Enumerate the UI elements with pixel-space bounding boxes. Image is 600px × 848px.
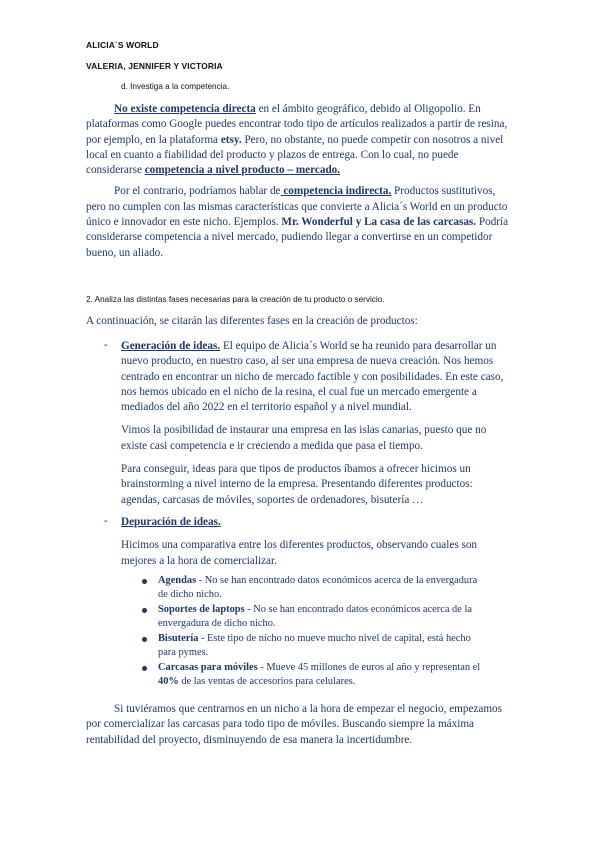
bullet-dot-icon xyxy=(142,637,147,642)
competition-paragraph-1 xyxy=(86,102,512,178)
section-d-body xyxy=(86,102,512,261)
text-span: Podría considerarse competencia a nivel mercado, pudiendo llegar a convertirse en un competidor bueno, un aliado. xyxy=(86,216,509,259)
phase-1-paragraph-3: Para conseguir, ideas para que tipos de productos íbamos a ofrecer hicimos un brainstorming a nivel interno de la empresa. Presentando diferentes productos: agendas, carcasas de móviles, soportes de ordenadores, bisutería … xyxy=(121,463,473,506)
item-text: - Este tipo de nicho no mueve mucho nivel de capital, está hecho para pymes. xyxy=(158,633,471,658)
authors-header: VALERIA, JENNIFER Y VICTORIA xyxy=(86,61,223,71)
section-2-intro: A continuación, se citarán las diferentes fases en la creación de productos: xyxy=(86,315,418,327)
phase-1-dash: - xyxy=(104,339,108,351)
indirect-competition-link: competencia indirecta. xyxy=(280,185,392,198)
section-d-heading: d. Investiga a la competencia. xyxy=(121,82,230,91)
item-text-2: de las ventas de accesorios para celulares. xyxy=(178,676,356,687)
text-span: Por el contrario, podríamos hablar de xyxy=(114,185,281,198)
phase-2-title: Depuración de ideas. xyxy=(121,516,221,528)
closing-paragraph xyxy=(86,702,516,748)
product-market-link: competencia a nivel producto – mercado. xyxy=(144,164,341,177)
phase-2-block xyxy=(121,515,514,569)
bullet-dot-icon xyxy=(142,579,147,584)
closing-text: Si tuviéramos que centrarnos en un nicho a la hora de empezar el negocio, empezamos por comercializar las carcasas para todo tipo de móviles. Buscando siempre la máxima rentabilidad del proyecto, disminuyendo de esa manera la incertidumbre. xyxy=(86,703,502,746)
bullet-dot-icon xyxy=(142,608,147,613)
section-2-heading: 2. Analiza las distintas fases necesarias para la creación de tu producto o servicio. xyxy=(86,295,385,304)
text-span: El equipo de Alicia´s World se ha reunido para desarrollar un nuevo producto, en nuestro caso, al ser una empresa de nueva creación. Nos hemos centrado en encontrar un nicho de mercado factible y con posibilidades. En este caso, nos hemos ubicado en el nicho de la resina, el cual fue un mercado emergente a mediados del año 2022 en el territorio español y a nivel mundial. xyxy=(121,340,504,414)
item-name: Soportes de laptops xyxy=(158,604,245,615)
list-item xyxy=(142,574,488,602)
phase-1-paragraph-2: Vimos la posibilidad de instaurar una empresa en las islas canarias, puesto que no existe casi competencia e ir creciendo a medida que pasa el tiempo. xyxy=(121,424,487,452)
text-span: Pero, no obstante, no puede competir con nosotros a nivel local en cuanto a fiabilidad del producto y plazos de entrega. Con lo cual, no puede considerarse xyxy=(86,133,504,177)
list-item xyxy=(142,632,488,660)
text-span: en el ámbito geográfico, debido al Oligopolio. En plataformas como Google puedes encontrar todo tipo de artículos realizados a partir de resina, por ejemplo, en la plataforma xyxy=(86,103,508,146)
item-text: - Mueve 45 millones de euros al año y representan el xyxy=(257,662,481,673)
direct-competition-link: No existe competencia directa xyxy=(114,103,256,115)
item-text: - No se han encontrado datos económicos acerca de la envergadura de dicho nicho. xyxy=(158,575,478,600)
item-text: - No se han encontrado datos económicos acerca de la envergadura de dicho nicho. xyxy=(158,604,472,629)
phase-1-paragraph xyxy=(121,339,514,415)
phase-1-block xyxy=(121,339,514,508)
list-item xyxy=(142,661,488,689)
phase-2-dash: - xyxy=(104,515,108,527)
competition-paragraph-2 xyxy=(86,184,512,260)
item-name: Agendas xyxy=(158,575,197,586)
competitor-brands: Mr. Wonderful y La casa de las carcasas. xyxy=(281,216,477,229)
phase-1-title: Generación de ideas. xyxy=(121,340,221,352)
item-percentage: 40% xyxy=(158,676,179,687)
phase-2-title-line xyxy=(121,515,514,530)
item-name: Bisutería xyxy=(158,633,199,644)
list-item xyxy=(142,603,488,631)
brand-header: ALICIA´S WORLD xyxy=(86,40,159,50)
text-span: Productos sustitutivos, pero no cumplen con las mismas características que convierte a Alicia´s World en un producto único e innovador en este nicho. Ejemplos. xyxy=(86,185,508,229)
item-name: Carcasas para móviles xyxy=(158,662,258,673)
product-comparison-list xyxy=(142,574,488,690)
etsy-mention: etsy. xyxy=(220,133,242,146)
bullet-dot-icon xyxy=(142,666,147,671)
phase-2-paragraph: Hicimos una comparativa entre los diferentes productos, observando cuales son mejores a la hora de comercializar. xyxy=(121,539,478,567)
